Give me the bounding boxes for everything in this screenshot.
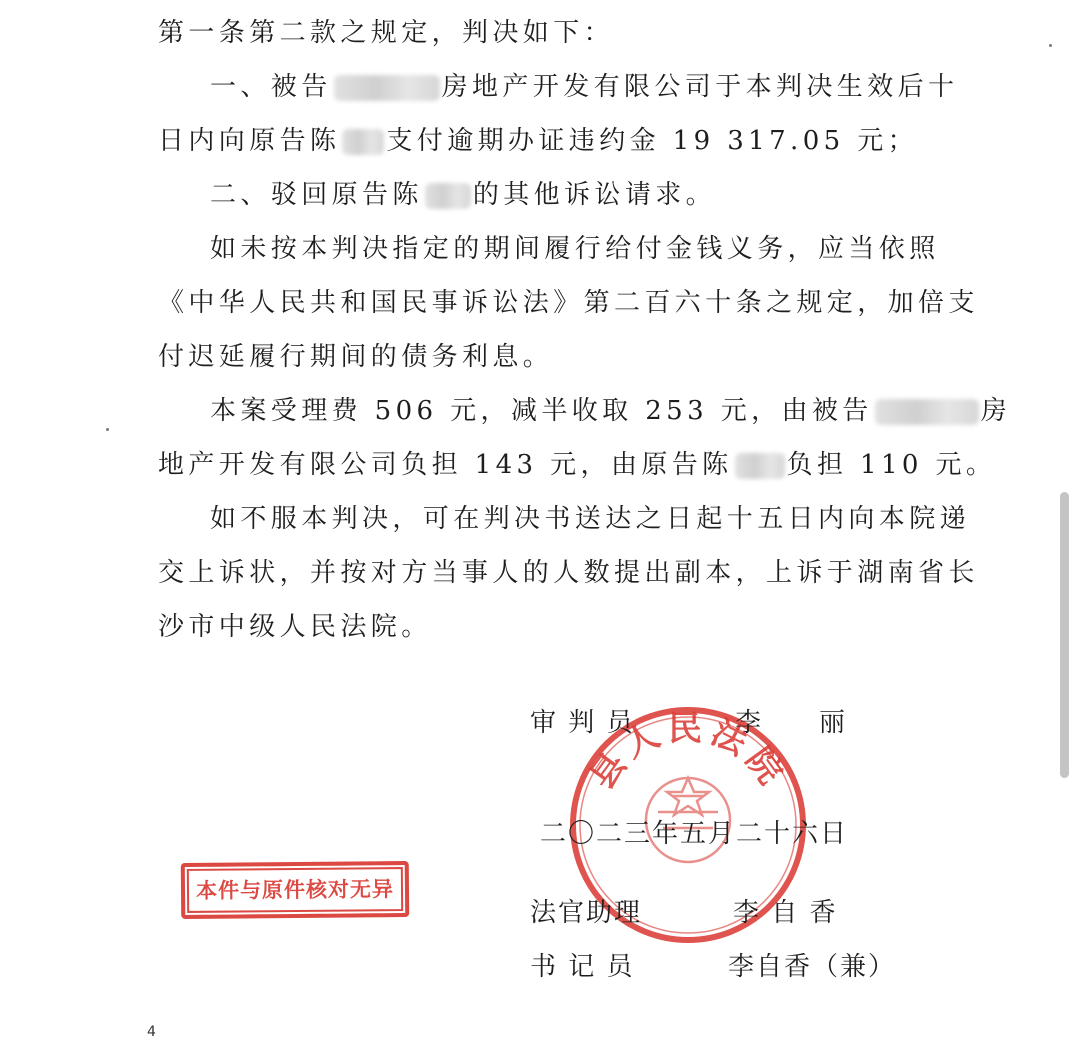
redacted-name <box>334 75 440 101</box>
redacted-name <box>425 183 471 209</box>
text-line <box>158 6 938 60</box>
line-text: 负担 110 元。 <box>786 450 997 480</box>
clerk-title: 书 记 员 <box>530 952 635 982</box>
text-line <box>210 222 940 276</box>
copy-verified-stamp: 本件与原件核对无异 <box>181 861 409 919</box>
judgment-date: 二〇二三年五月二十六日 <box>540 819 849 849</box>
text-line <box>158 600 938 654</box>
line-text: 交上诉状，并按对方当事人的人数提出副本，上诉于湖南省长 <box>158 558 979 588</box>
text-line <box>210 384 1012 438</box>
scan-speck <box>106 428 109 431</box>
line-text: 本案受理费 506 元，减半收取 253 元，由被告 <box>210 396 873 426</box>
judge-name: 李 丽 <box>735 708 848 738</box>
redacted-name <box>875 399 979 425</box>
text-line <box>158 330 938 384</box>
line-text: 沙市中级人民法院。 <box>158 612 432 642</box>
judge-title: 审 判 员 <box>530 708 635 738</box>
assistant-name: 李 自 香 <box>733 898 838 928</box>
text-line <box>210 492 971 546</box>
line-text: 日内向原告陈 <box>158 126 341 156</box>
line-text: 第一条第二款之规定，判决如下： <box>158 18 615 48</box>
line-text: 二、驳回原告陈 <box>210 180 423 210</box>
seal-text: 县人民法院 <box>582 709 794 797</box>
line-text: 地产开发有限公司负担 143 元，由原告陈 <box>158 450 733 480</box>
line-text: 支付逾期办证违约金 19 317.05 元； <box>386 126 919 156</box>
page-number: 4 <box>147 1024 156 1040</box>
text-line <box>158 114 938 168</box>
text-line <box>210 60 959 114</box>
line-text: 房 <box>980 396 1012 426</box>
redacted-name <box>735 453 785 479</box>
line-text: 的其他诉讼请求。 <box>472 180 717 210</box>
line-text: 房地产开发有限公司于本判决生效后十 <box>441 72 959 102</box>
text-line <box>158 546 979 600</box>
text-line <box>158 276 979 330</box>
line-text: 如不服本判决，可在判决书送达之日起十五日内向本院递 <box>210 504 971 534</box>
vertical-scrollbar[interactable] <box>1060 492 1069 778</box>
line-text: 如未按本判决指定的期间履行给付金钱义务，应当依照 <box>210 234 940 264</box>
text-line <box>210 168 940 222</box>
text-line <box>158 438 997 492</box>
line-text: 付迟延履行期间的债务利息。 <box>158 342 554 372</box>
redacted-name <box>342 129 384 155</box>
clerk-name: 李自香（兼） <box>728 952 897 982</box>
line-text: 一、被告 <box>210 72 332 102</box>
assistant-title: 法官助理 <box>530 898 643 928</box>
scan-speck <box>1049 44 1052 47</box>
line-text: 《中华人民共和国民事诉讼法》第二百六十条之规定，加倍支 <box>158 288 979 318</box>
